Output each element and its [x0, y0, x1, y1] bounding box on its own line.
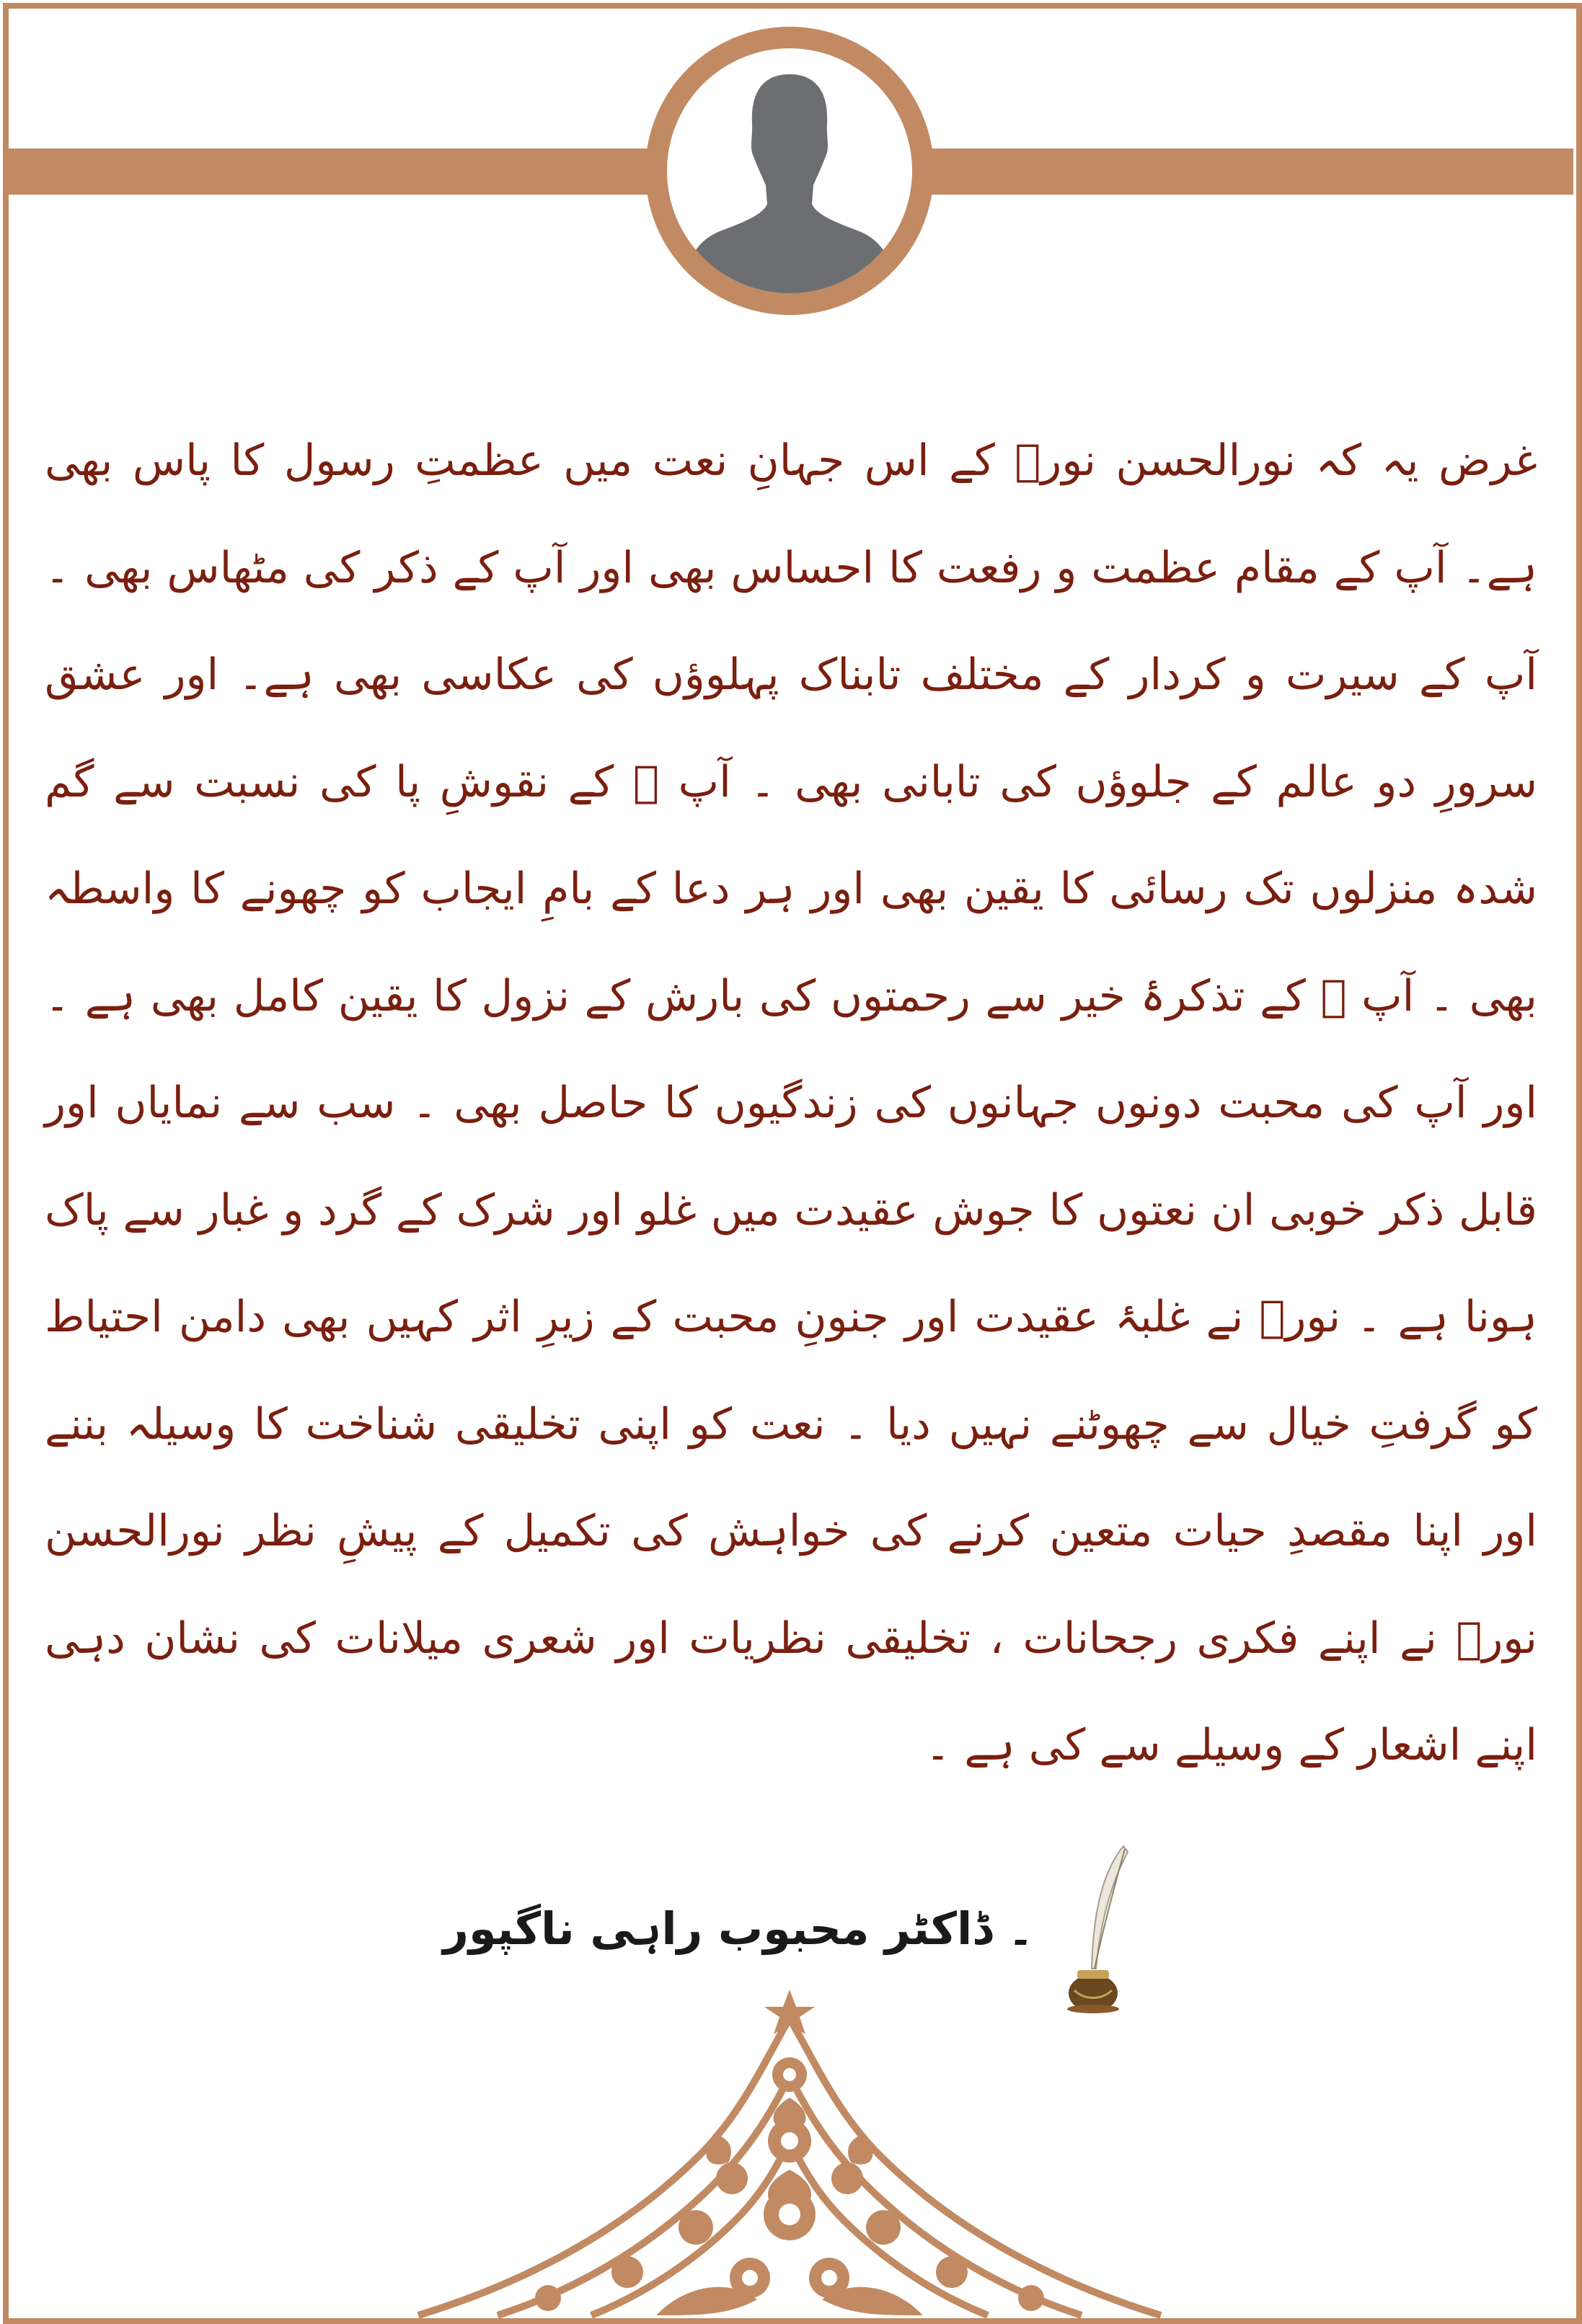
quill-inkpot-icon — [1053, 1842, 1139, 2015]
floral-ornament — [411, 1990, 1168, 2318]
author-signature: ۔ ڈاکٹر محبوب راہی ناگپور — [443, 1902, 1034, 1955]
avatar — [667, 48, 912, 293]
person-silhouette-icon — [667, 48, 912, 293]
signature — [0, 1842, 1582, 2015]
article-body: غرض یہ کہ نورالحسن نورؔ کے اس جہانِ نعت میں عظمتِ رسول کا پاس بھی ہے۔ آپ کے مقام عظمت و رفعت کا احساس بھی اور آپ کے ذکر کی مٹھاس بھی ۔ آپ کے سیرت و کردار کے مختلف تابناک پہلوؤں کی عکاسی بھی ہے۔ اور عشق سرورِ دو عالم کے جلوؤں کی تابانی بھی ۔ آپ ﷺ کے نقوشِ پا کی نسبت سے گم شدہ منزلوں تک رسائی کا یقین بھی اور ہر دعا کے بامِ ایجاب کو چھونے کا واسطہ بھی ۔ آپ ﷺ کے تذکرۂ خیر سے رحمتوں کی بارش کے نزول کا یقین کامل بھی ہے ۔ اور آپ کی محبت دونوں جہانوں کی زندگیوں کا حاصل بھی ۔ سب سے نمایاں اور قابل ذکر خوبی ان نعتوں کا جوش عقیدت میں غلو اور شرک کے گرد و غبار سے پاک ہونا ہے ۔ نورؔ نے غلبۂ عقیدت اور جنونِ محبت کے زیرِ اثر کہیں بھی دامن احتیاط کو گرفتِ خیال سے چھوٹنے نہیں دیا ۔ نعت کو اپنی تخلیقی شناخت کا وسیلہ بننے اور اپنا مقصدِ حیات متعین کرنے کی خواہش کی تکمیل کے پیشِ نظر نورالحسن نورؔ نے اپنے فکری رجحانات ، تخلیقی نظریات اور شعری میلانات کی نشان دہی اپنے اشعار کے وسیلے سے کی ہے ۔ — [45, 435, 1537, 1770]
